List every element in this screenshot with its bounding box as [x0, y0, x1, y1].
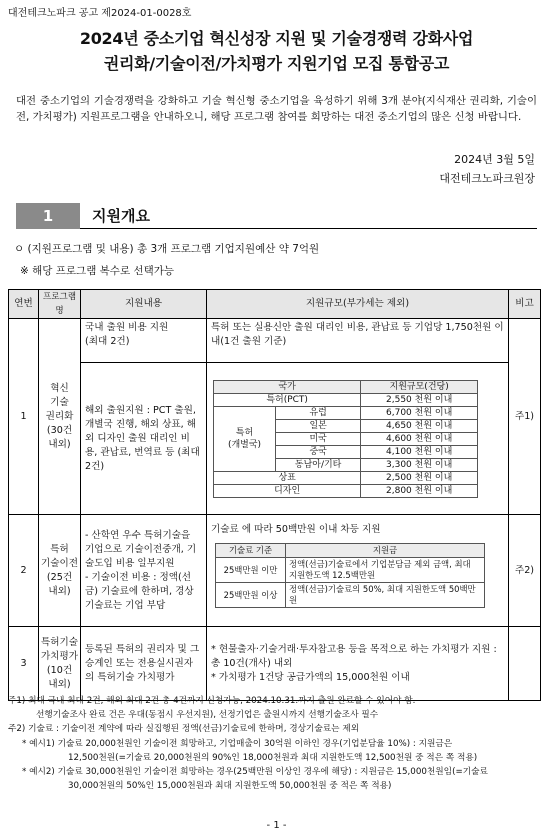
- intro-paragraph: 대전 중소기업의 기술경쟁력을 강화하고 기술 혁신형 중소기업을 육성하기 위해 3개 분야(지식재산 권리화, 기술이전, 가치평가) 지원프로그램을 안내하오니, 해당 프로그램 참여를 희망하는 대전 중소기업의 많은 신청 바랍니다.: [16, 95, 537, 123]
- row2-content: - 산학연 우수 특허기술을 기업으로 기술이전중개, 기술도입 비용 일부지원 - 기술이전 비용 : 정액(선금) 기술료에 한하며, 경상기술료는 기업 부담: [81, 515, 207, 627]
- cost-value: 4,100 천원 이내: [361, 445, 478, 458]
- cost-value: 4,600 천원 이내: [361, 432, 478, 445]
- table-row: [9, 363, 541, 515]
- lic-support: 정액(선금)기술료에서 기업분담금 제외 금액, 최대 지원한도액 12.5백만원: [286, 558, 485, 583]
- col-header-note: 비고: [509, 290, 541, 319]
- overseas-cost-table: [213, 380, 478, 498]
- section-header: [16, 203, 537, 229]
- cost-name: 특허(PCT): [214, 393, 361, 406]
- row2-scale: [207, 515, 509, 627]
- row1-scale-domestic: 특허 또는 실용신안 출원 대리인 비용, 관납료 등 기업당 1,750천원 이내(1건 출원 기준): [207, 319, 509, 363]
- row1-scale-overseas: [207, 363, 509, 515]
- lic-header-support: 지원금: [286, 544, 485, 558]
- col-header-content: 지원내용: [81, 290, 207, 319]
- cost-value: 3,300 천원 이내: [361, 458, 478, 471]
- cost-name: 디자인: [214, 484, 361, 497]
- section-title: 지원개요: [92, 207, 150, 225]
- row3-program: 특허기술 가치평가 (10건 내외): [39, 627, 81, 701]
- cost-header-scale: 지원규모(건당): [361, 380, 478, 393]
- program-summary-bullet: ㅇ (지원프로그램 및 내용) 총 3개 프로그램 기업지원예산 약 7억원: [14, 243, 320, 255]
- cost-value: 2,550 천원 이내: [361, 393, 478, 406]
- page-title-line1: 2024년 중소기업 혁신성장 지원 및 기술경쟁력 강화사업: [79, 29, 474, 48]
- cost-name: 중국: [276, 445, 361, 458]
- row1-content-domestic: 국내 출원 비용 지원 (최대 2건): [81, 319, 207, 363]
- col-header-scale: 지원규모(부가세는 제외): [207, 290, 509, 319]
- row3-scale: [207, 627, 509, 701]
- row3-scale-line2: * 가치평가 1건당 공급가액의 15,000천원 이내: [211, 671, 410, 683]
- footnote-1-cont: 선행기술조사 완료 건은 우대(동점시 우선지원), 선정기업은 출원시까지 선행기술조사 필수: [36, 710, 379, 721]
- col-header-no: 연번: [9, 290, 39, 319]
- row3-no: 3: [9, 627, 39, 701]
- cost-name: 유럽: [276, 406, 361, 419]
- footnote-example-2: * 예시2) 기술료 30,000천원인 기술이전 희망하는 경우(25백만원 이상인 경우에 해당) : 지원금은 15,000천원임(=기술료: [22, 767, 488, 778]
- announcement-date: 2024년 3월 5일: [454, 153, 535, 166]
- cost-name: 미국: [276, 432, 361, 445]
- table-header-row: [9, 290, 541, 319]
- document-number: 대전테크노파크 공고 제2024-01-0028호: [8, 8, 192, 19]
- multi-select-note: ※ 해당 프로그램 복수로 선택가능: [20, 265, 175, 277]
- cost-value: 4,650 천원 이내: [361, 419, 478, 432]
- page-number: - 1 -: [266, 820, 287, 831]
- lic-basis: 25백만원 이만: [216, 558, 286, 583]
- cost-value: 2,500 천원 이내: [361, 471, 478, 484]
- lic-basis: 25백만원 이상: [216, 583, 286, 608]
- row1-content-overseas: 해외 출원지원 : PCT 출원, 개별국 진행, 해외 상표, 해외 디자인 출원 대리인 비용, 관납료, 번역료 등 (최대 2건): [81, 363, 207, 515]
- row3-scale-line1: * 현물출자·기술거래·투자참고용 등을 목적으로 하는 가치평가 지원 : 총 10건(개사) 내외: [211, 643, 497, 669]
- row2-no: 2: [9, 515, 39, 627]
- row3-note: [509, 627, 541, 701]
- table-row: [9, 515, 541, 627]
- row1-note: 주1): [509, 319, 541, 515]
- cost-header-country: 국가: [214, 380, 361, 393]
- footnote-example-2-cont: 30,000천원의 50%인 15,000천원과 최대 지원한도액 50,000천원 중 적은 쪽 적용): [68, 781, 392, 792]
- row2-scale-text: 기술료 에 따라 50백만원 이내 차등 지원: [211, 524, 381, 535]
- footnote-example-1-cont: 12,500천원(=기술료 20,000천원의 90%인 18,000천원과 최대 지원한도액 12,500천원 중 적은 쪽 적용): [68, 752, 478, 763]
- table-row: [9, 627, 541, 701]
- cost-group-patent: 특허 (개별국): [214, 406, 276, 471]
- footnote-2: 주2) 기술료 : 기술이전 계약에 따라 실집행된 정액(선금)기술료에 한하며, 경상기술료는 제외: [8, 724, 360, 735]
- cost-name: 일본: [276, 419, 361, 432]
- row1-no: 1: [9, 319, 39, 515]
- row2-note: 주2): [509, 515, 541, 627]
- row1-program: 혁신 기술 권리화 (30건 내외): [39, 319, 81, 515]
- table-row: [9, 319, 541, 363]
- lic-support: 정액(선금)기술료의 50%, 최대 지원한도액 50백만원: [286, 583, 485, 608]
- footnote-example-1: * 예시1) 기술료 20,000천원인 기술이전 희망하고, 기업매출이 30억원 이하인 경우(기업분담율 10%) : 지원금은: [22, 738, 453, 749]
- cost-name: 동남아/기타: [276, 458, 361, 471]
- lic-header-basis: 기술료 기준: [216, 544, 286, 558]
- license-fee-table: [215, 543, 485, 608]
- footnotes: [8, 694, 548, 793]
- row2-program: 특허 기술이전 (25건 내외): [39, 515, 81, 627]
- footnote-1: 주1) 최대 국내 최대 2건, 해외 최대 2건 총 4건까지 신청가능, 2024.10.31.까지 출원 완료할 수 있어야 함.: [8, 696, 416, 706]
- issuing-organization: 대전테크노파크원장: [439, 172, 535, 185]
- col-header-program: 프로그램명: [39, 290, 81, 319]
- section-number: 1: [16, 203, 80, 229]
- cost-value: 6,700 천원 이내: [361, 406, 478, 419]
- cost-name: 상표: [214, 471, 361, 484]
- page-title-line2: 권리화/기술이전/가치평가 지원기업 모집 통합공고: [103, 54, 450, 73]
- cost-value: 2,800 천원 이내: [361, 484, 478, 497]
- program-table: [8, 289, 541, 701]
- row3-content: 등록된 특허의 권리자 및 그 승계인 또는 전용실시권자의 특허기술 가치평가: [81, 627, 207, 701]
